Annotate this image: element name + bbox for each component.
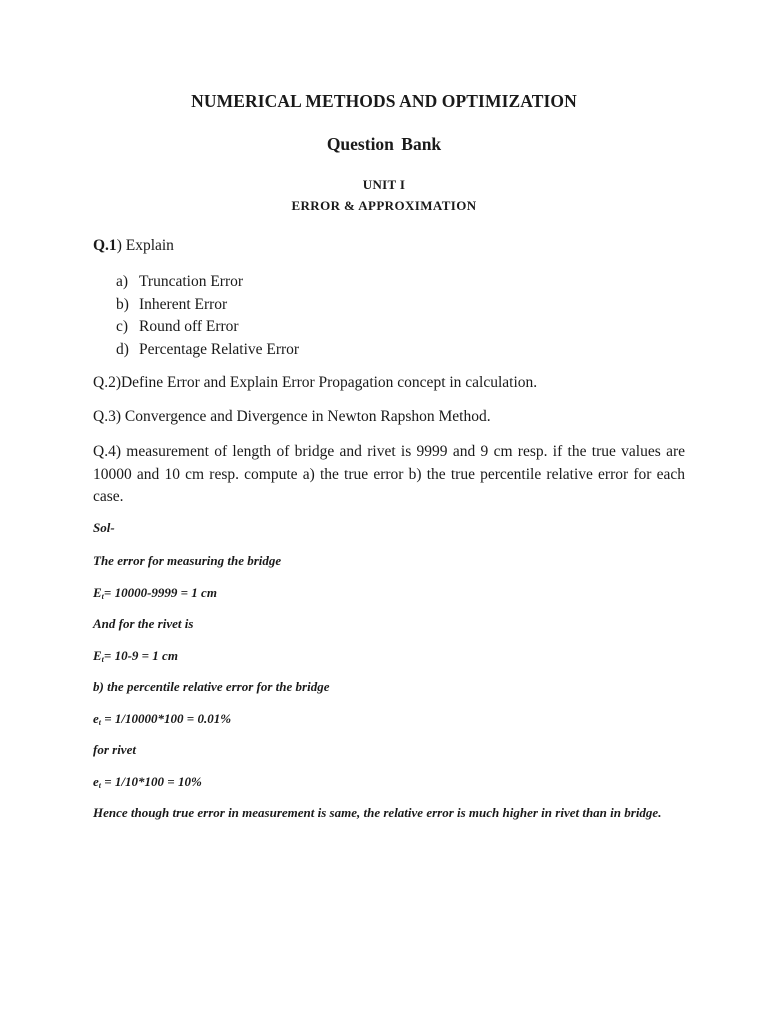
option-item bbox=[116, 271, 299, 294]
option-letter: d) bbox=[116, 341, 129, 359]
solution-rivet-error bbox=[93, 645, 178, 671]
solution-bridge-intro: The error for measuring the bridge bbox=[93, 553, 282, 568]
solution-rivet-intro: And for the rivet is bbox=[93, 616, 194, 631]
question-1-text: ) Explain bbox=[116, 237, 174, 254]
solution-conclusion: Hence though true error in measurement is same, the relative error is much higher in rivet than in bridge. bbox=[93, 805, 662, 820]
solution-rivet-relative-error bbox=[93, 771, 202, 797]
option-item bbox=[116, 339, 299, 362]
unit-heading: UNIT I bbox=[362, 177, 406, 192]
unit-topic-heading: ERROR & APPROXIMATION bbox=[291, 198, 477, 213]
option-text: Round off Error bbox=[139, 318, 239, 336]
solution-label: Sol- bbox=[93, 520, 115, 535]
error-expression: = 10000-9999 = 1 cm bbox=[103, 585, 217, 600]
error-symbol: E bbox=[93, 648, 102, 663]
solution-rivet-label: for rivet bbox=[93, 742, 136, 757]
relative-error-expression: = 1/10*100 = 10% bbox=[101, 774, 202, 789]
option-letter: b) bbox=[116, 295, 129, 313]
option-item bbox=[116, 316, 299, 339]
question-1-options bbox=[116, 271, 299, 362]
relative-error-symbol: e bbox=[93, 711, 99, 726]
error-expression: = 10-9 = 1 cm bbox=[103, 648, 178, 663]
relative-error-subscript: t bbox=[98, 718, 102, 727]
option-letter: c) bbox=[116, 318, 129, 336]
solution-bridge-error bbox=[93, 582, 217, 608]
question-1-label: Q.1 bbox=[93, 237, 117, 254]
solution-relative-intro: b) the percentile relative error for the bridge bbox=[93, 679, 330, 694]
question-3: Q.3) Convergence and Divergence in Newton Rapshon Method. bbox=[93, 408, 491, 425]
option-letter: a) bbox=[116, 273, 129, 290]
question-4: Q.4) measurement of length of bridge and rivet is 9999 and 9 cm resp. if the true values are 10000 and 10 cm resp. compute a) the true error b) the true percentile relative error for each case. bbox=[93, 443, 685, 505]
question-2: Q.2)Define Error and Explain Error Propagation concept in calculation. bbox=[93, 374, 538, 391]
error-subscript: t bbox=[101, 592, 104, 601]
error-symbol: E bbox=[93, 585, 102, 600]
option-item bbox=[116, 294, 299, 317]
document-subtitle: Question Bank bbox=[326, 134, 442, 154]
relative-error-expression: = 1/10000*100 = 0.01% bbox=[101, 711, 232, 726]
error-subscript: t bbox=[101, 655, 104, 664]
document-title: NUMERICAL METHODS AND OPTIMIZATION bbox=[191, 91, 577, 111]
relative-error-symbol: e bbox=[93, 774, 99, 789]
option-text: Inherent Error bbox=[139, 295, 228, 313]
question-1 bbox=[93, 235, 174, 257]
solution-bridge-relative-error bbox=[93, 708, 231, 734]
relative-error-subscript: t bbox=[98, 781, 102, 790]
option-text: Percentage Relative Error bbox=[139, 341, 300, 359]
option-text: Truncation Error bbox=[139, 273, 244, 290]
